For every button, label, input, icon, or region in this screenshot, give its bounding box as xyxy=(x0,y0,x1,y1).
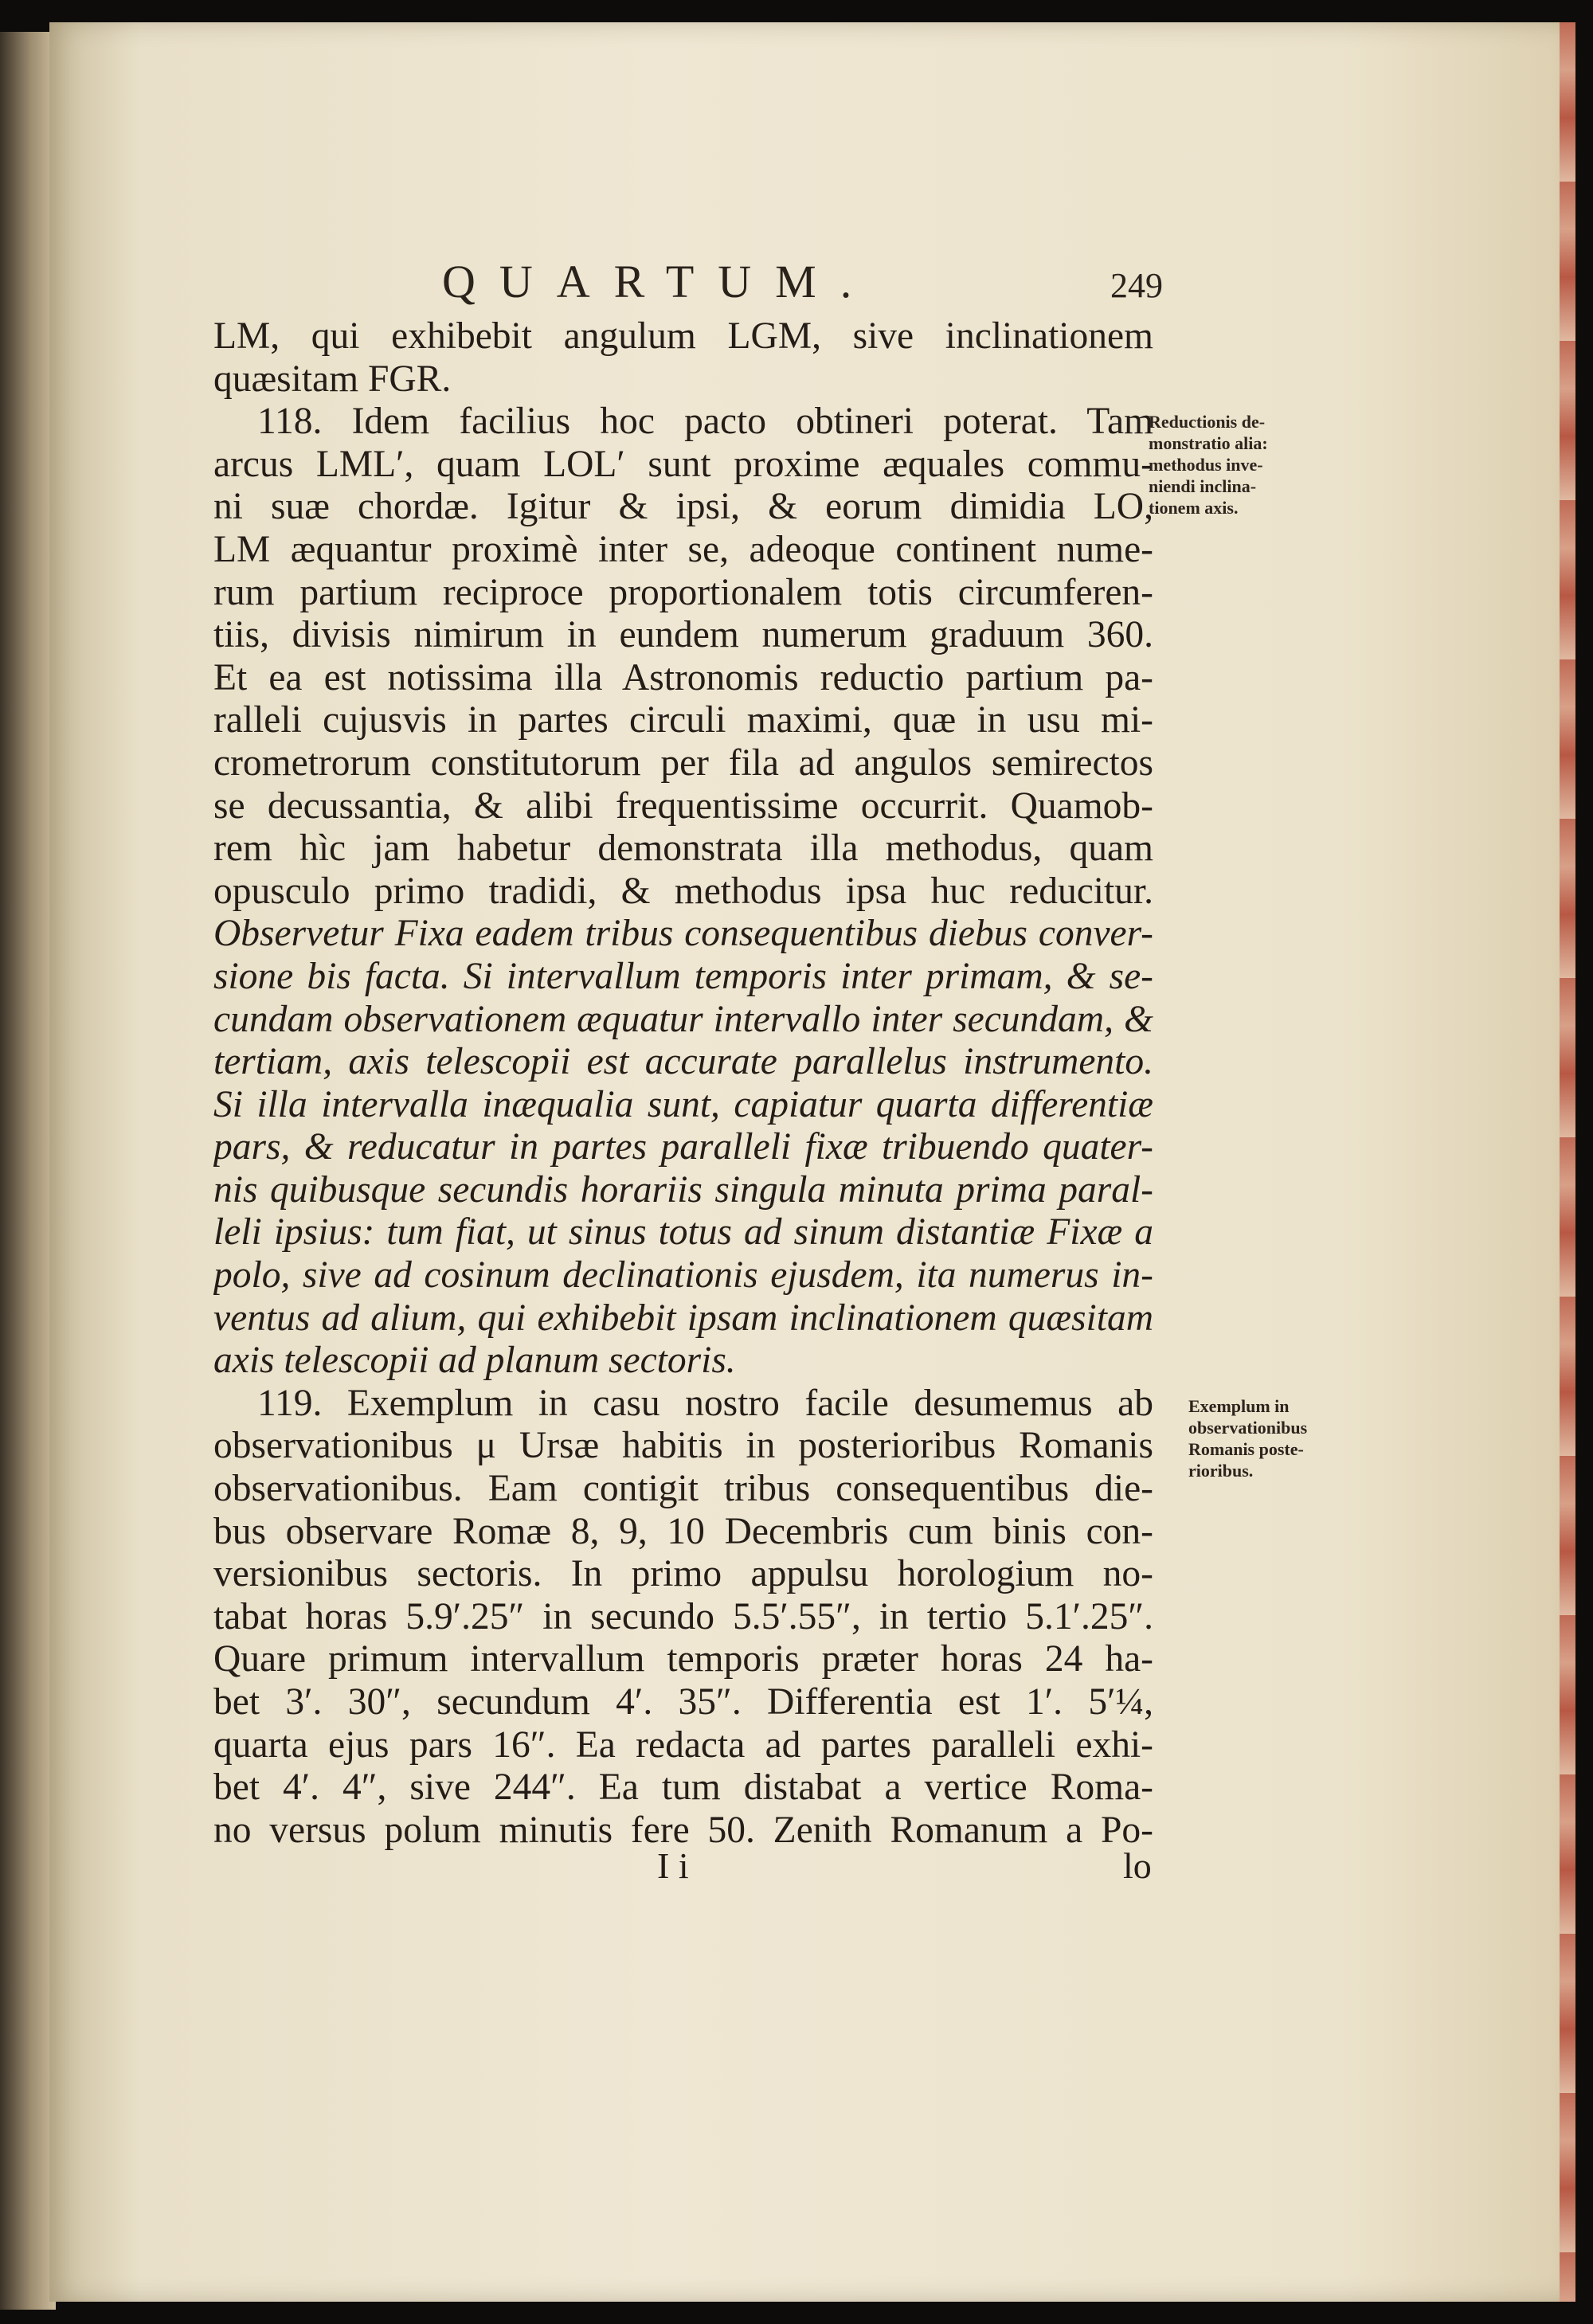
text-line: bet 4′. 4″, sive 244″. Ea tum distabat a vertice Roma- xyxy=(213,1766,1153,1809)
margin-note-line: rioribus. xyxy=(1188,1461,1254,1481)
margin-note-118 xyxy=(1149,411,1317,518)
text-line: LM æquantur proximè inter se, adeoque continent nume- xyxy=(213,528,1153,570)
text-line: ralleli cujusvis in partes circuli maximi, quæ in usu mi- xyxy=(213,699,1153,741)
margin-note-line: methodus inve- xyxy=(1149,455,1263,475)
margin-note-line: Exemplum in xyxy=(1188,1396,1290,1416)
body-text xyxy=(213,315,1153,1852)
text-line: cundam observationem æquatur intervallo inter secundam, & xyxy=(213,998,1153,1040)
text-line: Quare primum intervallum temporis præter horas 24 ha- xyxy=(213,1638,1153,1680)
text-line: observationibus. Eam contigit tribus consequentibus die- xyxy=(213,1468,1153,1510)
text-line: ventus ad alium, qui exhibebit ipsam inclinationem quæsitam xyxy=(213,1297,1153,1339)
red-page-edge xyxy=(1560,22,1575,2302)
margin-note-line: niendi inclina- xyxy=(1149,476,1257,496)
page-number: 249 xyxy=(1110,266,1163,305)
text-line: rum partium reciproce proportionalem totis circumferen- xyxy=(213,571,1153,613)
text-line: observationibus μ Ursæ habitis in posterioribus Romanis xyxy=(213,1425,1153,1467)
text-line: pars, & reducatur in partes paralleli fixæ tribuendo quater- xyxy=(213,1126,1153,1168)
margin-note-line: tionem axis. xyxy=(1149,498,1239,518)
previous-page-edge xyxy=(0,32,56,2310)
text-line: Et ea est notissima illa Astronomis reductio partium pa- xyxy=(213,656,1153,698)
text-line: quarta ejus pars 16″. Ea redacta ad partes paralleli exhi- xyxy=(213,1723,1153,1766)
text-line: polo, sive ad cosinum declinationis ejusdem, ita numerus in- xyxy=(213,1254,1153,1297)
text-line: sione bis facta. Si intervallum temporis inter primam, & se- xyxy=(213,955,1153,997)
text-line: tertiam, axis telescopii est accurate parallelus instrumento. xyxy=(213,1041,1153,1083)
margin-note-line: Reductionis de- xyxy=(1149,412,1266,432)
text-line: 119. Exemplum in casu nostro facile desumemus ab xyxy=(257,1382,1153,1424)
signature-mark: I i xyxy=(657,1845,689,1886)
text-line: bet 3′. 30″, secundum 4′. 35″. Differentia est 1′. 5′¼, xyxy=(213,1681,1153,1723)
catchword: lo xyxy=(1123,1845,1152,1886)
margin-note-line: monstratio alia: xyxy=(1149,433,1268,453)
text-line: quæsitam FGR. xyxy=(213,358,452,400)
text-line: nis quibusque secundis horariis singula minuta prima paral- xyxy=(213,1168,1153,1211)
text-line: no versus polum minutis fere 50. Zenith Romanum a Po- xyxy=(213,1809,1153,1851)
text-line: tabat horas 5.9′.25″ in secundo 5.5′.55″, in tertio 5.1′.25″. xyxy=(213,1595,1153,1637)
text-line: rem hìc jam habetur demonstrata illa methodus, quam xyxy=(213,827,1153,870)
text-line: Observetur Fixa eadem tribus consequentibus diebus conver- xyxy=(213,913,1153,955)
margin-note-line: observationibus xyxy=(1188,1418,1308,1438)
text-line: leli ipsius: tum fiat, ut sinus totus ad sinum distantiæ Fixæ a xyxy=(213,1211,1153,1254)
running-title: QUARTUM. xyxy=(442,256,876,307)
text-line: crometrorum constitutorum per fila ad angulos semirectos xyxy=(213,741,1153,784)
text-line: bus observare Romæ 8, 9, 10 Decembris cum binis con- xyxy=(213,1510,1153,1552)
text-line: arcus LML′, quam LOL′ sunt proxime æquales commu- xyxy=(213,443,1153,485)
text-line: tiis, divisis nimirum in eundem numerum graduum 360. xyxy=(213,614,1153,656)
running-head xyxy=(442,255,1163,319)
text-line: se decussantia, & alibi frequentissime occurrit. Quamob- xyxy=(213,784,1153,827)
text-line: LM, qui exhibebit angulum LGM, sive inclinationem xyxy=(213,315,1153,357)
text-line: axis telescopii ad planum sectoris. xyxy=(213,1340,736,1382)
margin-note-line: Romanis poste- xyxy=(1188,1439,1304,1459)
text-line: ni suæ chordæ. Igitur & ipsi, & eorum dimidia LO, xyxy=(213,486,1153,528)
text-line: Si illa intervalla inæqualia sunt, capiatur quarta differentiæ xyxy=(213,1083,1153,1125)
text-line: 118. Idem facilius hoc pacto obtineri poterat. Tam xyxy=(257,401,1153,443)
margin-note-119 xyxy=(1188,1395,1332,1481)
text-line: opusculo primo tradidi, & methodus ipsa huc reducitur. xyxy=(213,870,1153,912)
text-line: versionibus sectoris. In primo appulsu horologium no- xyxy=(213,1553,1153,1595)
